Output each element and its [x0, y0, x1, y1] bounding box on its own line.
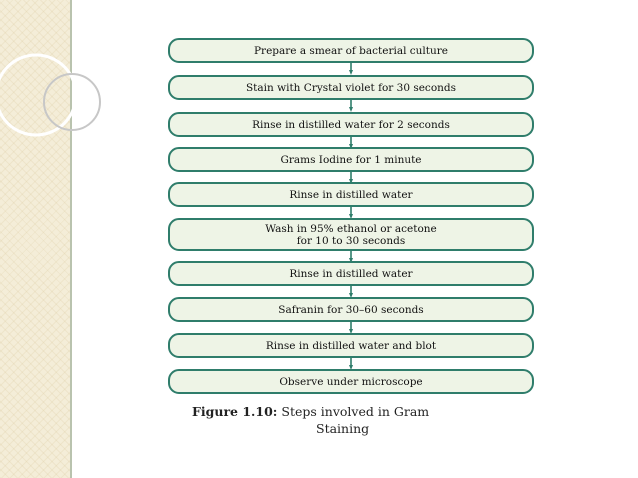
figure-caption — [192, 403, 552, 437]
deco-circle-small — [44, 74, 100, 130]
arrow-down-icon — [349, 62, 353, 76]
step-text: Rinse in distilled water for 2 seconds — [252, 118, 450, 131]
step-text: Wash in 95% ethanol or acetone — [265, 222, 437, 235]
step-box-5 — [168, 182, 534, 207]
step-text: Observe under microscope — [279, 375, 423, 388]
step-text: Prepare a smear of bacterial culture — [253, 44, 448, 57]
step-box-7 — [168, 261, 534, 286]
step-box-10 — [168, 369, 534, 394]
decorative-circles — [0, 0, 110, 190]
step-text-line2: for 10 to 30 seconds — [296, 234, 406, 247]
figure-number: Figure 1.10: — [192, 404, 278, 419]
caption-line-2: Staining — [316, 421, 370, 436]
step-box-6 — [168, 218, 534, 251]
arrow-down-icon — [349, 99, 353, 113]
step-text: Rinse in distilled water — [289, 267, 413, 280]
step-box-1 — [168, 38, 534, 63]
step-text: Rinse in distilled water and blot — [265, 339, 437, 352]
step-box-3 — [168, 112, 534, 137]
step-box-8 — [168, 297, 534, 322]
deco-circle-large — [0, 55, 76, 135]
step-box-2 — [168, 75, 534, 100]
caption-line-1: Steps involved in Gram — [281, 404, 430, 419]
step-box-9 — [168, 333, 534, 358]
step-text: Grams Iodine for 1 minute — [280, 153, 422, 166]
step-text: Safranin for 30–60 seconds — [278, 303, 424, 316]
step-box-4 — [168, 147, 534, 172]
step-text: Stain with Crystal violet for 30 seconds — [245, 81, 457, 94]
step-text: Rinse in distilled water — [289, 188, 413, 201]
